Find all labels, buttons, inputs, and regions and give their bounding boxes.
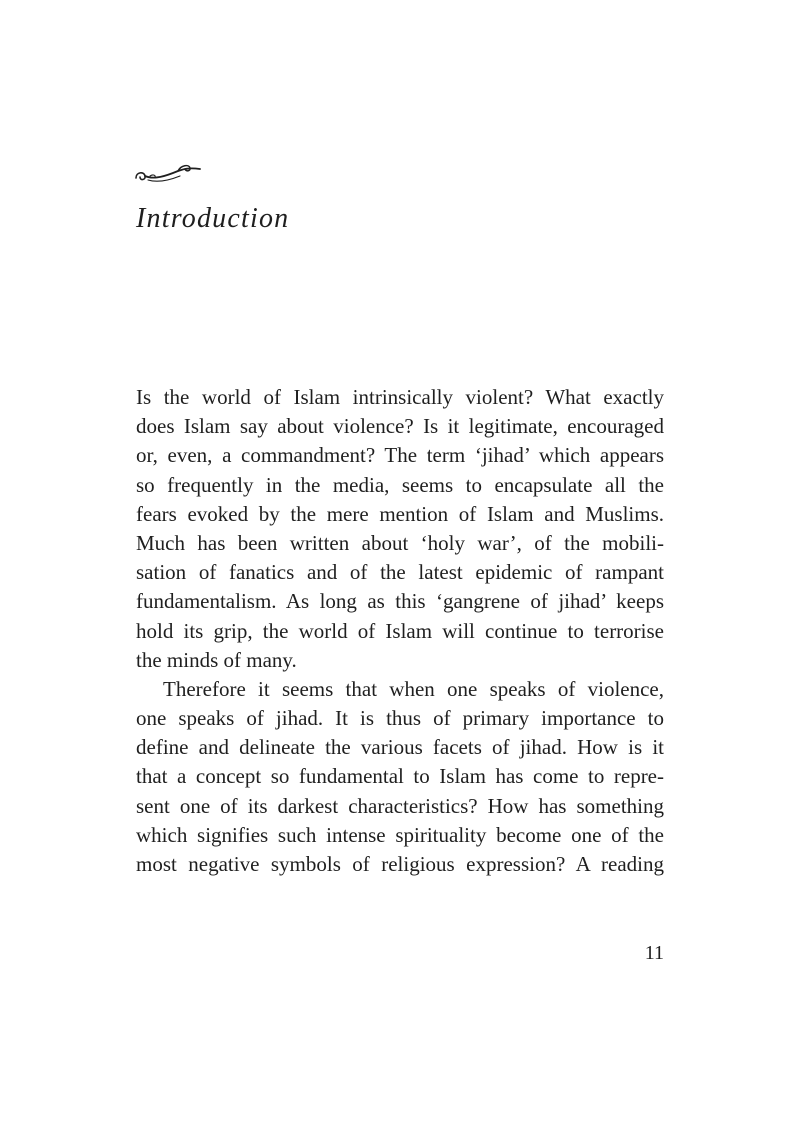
text-line: the minds of many. — [136, 647, 297, 672]
text-line: Is the world of Islam intrinsically violent? What exactly — [136, 385, 664, 409]
text-line: one speaks of jihad. It is thus of primary importance to — [136, 706, 664, 731]
text-line: Much has been written about ‘holy war’, of the mobili- — [136, 530, 664, 555]
text-line: fundamentalism. As long as this ‘gangrene of jihad’ keeps — [136, 589, 664, 614]
paragraph — [136, 675, 664, 879]
text-line: so frequently in the media, seems to encapsulate all the — [136, 472, 664, 497]
text-line: Therefore it seems that when one speaks of violence, — [163, 676, 664, 701]
text-line: sation of fanatics and of the latest epidemic of rampant — [136, 560, 664, 585]
text-line: sent one of its darkest characteristics? How has something — [136, 793, 664, 818]
page-number: 11 — [644, 942, 664, 964]
text-line: fears evoked by the mere mention of Islam and Muslims. — [136, 501, 664, 526]
text-line: which signifies such intense spirituality become one of the — [136, 822, 664, 847]
text-line: hold its grip, the world of Islam will continue to terrorise — [136, 618, 664, 643]
body-text — [136, 383, 664, 879]
text-line: that a concept so fundamental to Islam has come to repre- — [136, 764, 664, 789]
text-line: or, even, a commandment? The term ‘jihad’ which appears — [136, 443, 664, 468]
text-line: define and delineate the various facets of jihad. How is it — [136, 735, 664, 760]
scroll-flourish-icon — [134, 158, 204, 188]
text-line: does Islam say about violence? Is it legitimate, encouraged — [136, 414, 664, 439]
chapter-title: Introduction — [136, 203, 290, 234]
paragraph — [136, 383, 664, 675]
text-line: most negative symbols of religious expression? A reading — [136, 852, 664, 876]
